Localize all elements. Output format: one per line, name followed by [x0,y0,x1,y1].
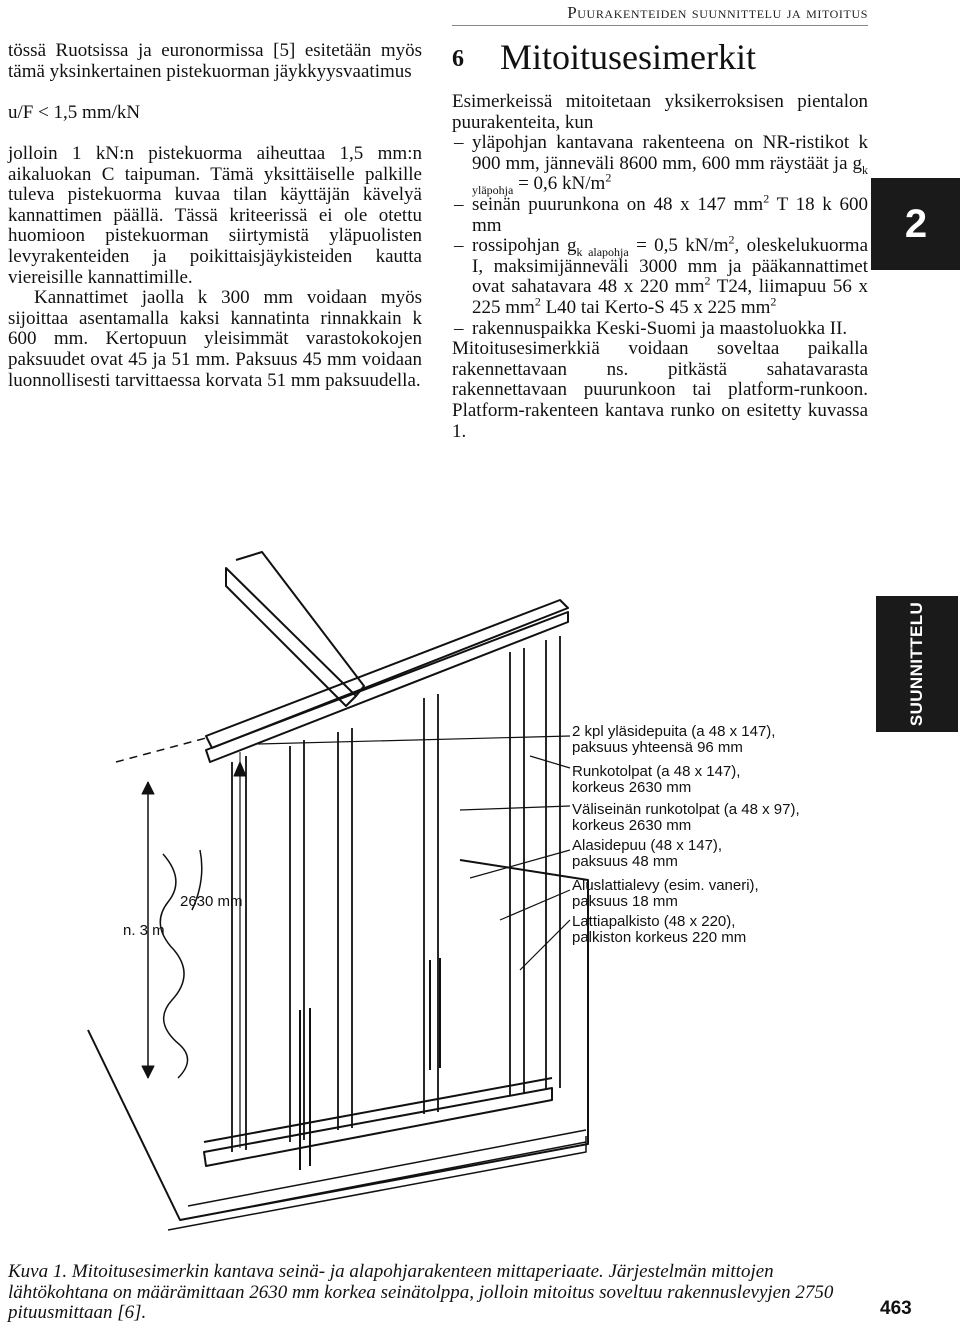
left-paragraph-1: tössä Ruotsissa ja euronormissa [5] esitetään myös tämä yksinkertainen pistekuorman jäykkyysvaatimus [8,40,422,82]
figure-caption: Kuva 1. Mitoitusesimerkin kantava seinä- ja alapohjarakenteen mittaperiaate. Järjestelmän mittojen lähtökohtana on määrämittaan 2630 mm korkea seinätolppa, jolloin mitoitus soveltuu rakennuslevyjen 2750 pituusmittaan [6]. [8,1261,834,1323]
left-column [8,41,422,391]
running-header: Puurakenteiden suunnittelu ja mitoitus [567,3,868,22]
section-title: Mitoitusesimerkit [500,37,756,77]
list-item-roof: – yläpohjan kantavana rakenteena on NR-ristikot k 900 mm, jänneväli 8600 mm, 600 mm räystäät ja $g_{k yläpohja} = 0,6$ $kN/m^2$ [452,133,868,195]
left-paragraph-2: jolloin 1 kN:n pistekuorma aiheuttaa 1,5 mm:n aikaluokan C taipuman. Tämä yksittäiselle palkille tuleva pistekuorma kuvaa tilan käyttäjän kävelyä kannattimen päällä. Tässä kriteerissä ei ole otettu huomioon pistekuorman siirtymistä yläpuolisten levyrakenteiden ja poikittaisjäykisteiden kautta viereisille kannattimille. [8,142,422,288]
stiffness-formula: u/F < 1,5 mm/kN [8,101,141,123]
section-paragraph-after: Mitoitusesimerkkiä voidaan soveltaa paikalla rakennettavaan ns. pitkästä sahatavarasta rakennettavaan puurunkoon tai platform-runkoon. Platform-rakenteen kantava runko on esitetty kuvassa 1. [452,338,868,442]
chapter-number-tab: 2 [871,178,960,270]
page-number: 463 [880,1298,912,1319]
break-line [160,854,187,1078]
right-column [452,92,868,442]
spacer [8,82,422,103]
legend-item-floor-joists: Lattiapalkisto (48 x 220), palkiston korkeus 220 mm [572,913,747,946]
list-item-floor: – rossipohjan $g_{k alapohja} = 0,5$ $kN/m^2$, oleskelukuorma I, maksimijänneväli 3000 mm ja pääkannattimet ovat sahatavara 48 x 220 $mm^2$ T24, liimapuu 56 x 225 $mm^2$ L40 tai Kerto-S 45 x 225 $mm^2$ [452,236,868,318]
header-rule [452,25,868,26]
studs [232,636,560,1152]
bottom-plate [204,1088,552,1166]
section-number: 6 [452,46,464,72]
side-tab-label: SUUNNITTELU [907,601,926,727]
legend-item-studs: Runkotolpat (a 48 x 147), korkeus 2630 mm [572,763,741,796]
assumption-list [452,133,868,339]
legend-item-subfloor: Aluslattialevy (esim. vaneri), paksuus 18 mm [572,877,759,910]
legend-item-partition-studs: Väliseinän runkotolpat (a 48 x 97), korkeus 2630 mm [572,801,800,834]
dimension-label-2630: 2630 mm [180,893,243,910]
section-intro: Esimerkeissä mitoitetaan yksikerroksisen pientalon puurakenteita, kun [452,91,868,133]
wall-frame-drawing [0,530,960,1260]
legend-item-top-plate: 2 kpl yläsidepuita (a 48 x 147), paksuus yhteensä 96 mm [572,723,776,756]
dimension-label-3m: n. 3 m [123,922,165,939]
list-item-site: – rakennuspaikka Keski-Suomi ja maastoluokka II. [452,319,868,340]
left-paragraph-3: Kannattimet jaolla k 300 mm voidaan myös sijoittaa asentamalla kaksi kannatinta rinnakkain k 600 mm. Kertopuun yleisimmät varastokokojen paksuudet ovat 45 ja 51 mm. Paksuus 45 mm voidaan luonnollisesti tarvittaessa korvata 51 mm paksuudella. [8,287,422,391]
legend-item-bottom-plate: Alasidepuu (48 x 147), paksuus 48 mm [572,837,723,870]
list-item-wall: – seinän puurunkona on 48 x 147 $mm^2$ T 18 k 600 mm [452,195,868,236]
spacer [8,123,422,144]
height-ref-line [116,738,206,762]
